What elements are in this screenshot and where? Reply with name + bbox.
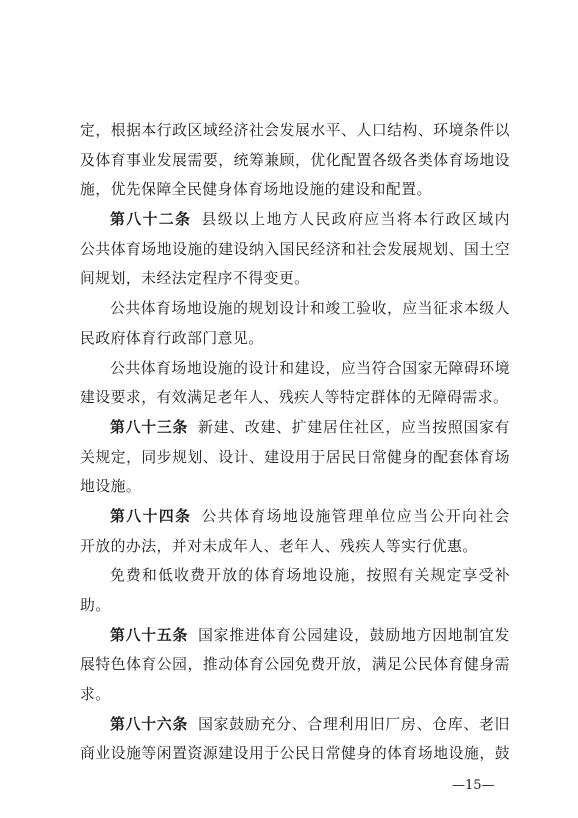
page-number: —15— (452, 778, 495, 793)
article-number: 第八十三条 (110, 418, 189, 436)
text-line: 公共体育场地设施的建设纳入国民经济和社会发展规划、国土空 (80, 240, 510, 258)
text-line: 展特色体育公园，推动体育公园免费开放，满足公民体育健身需 (80, 656, 510, 674)
text-line: 商业设施等闲置资源建设用于公民日常健身的体育场地设施，鼓 (80, 745, 510, 763)
article-number: 第八十五条 (110, 626, 189, 644)
text-line: 助。 (80, 597, 111, 614)
text-line: 公共体育场地设施的规划设计和竣工验收，应当征求本级人 (110, 300, 510, 318)
text-line: 求。 (80, 686, 111, 704)
text-span: 国家鼓励充分、合理利用旧厂房、仓库、老旧 (198, 715, 510, 733)
article-84-first-line (80, 502, 510, 532)
text-span: 公共体育场地设施管理单位应当公开向社会 (201, 507, 510, 525)
text-line: 民政府体育行政部门意见。 (80, 329, 264, 347)
text-line: 关规定，同步规划、设计、建设用于居民日常健身的配套体育场 (80, 448, 510, 466)
article-83-first-line (80, 413, 510, 443)
text-line: 免费和低收费开放的体育场地设施，按照有关规定享受补 (110, 567, 510, 585)
text-line: 建设要求，有效满足老年人、残疾人等特定群体的无障碍需求。 (80, 389, 509, 407)
text-line: 地设施。 (80, 478, 142, 496)
article-number: 第八十六条 (110, 715, 189, 733)
text-line: 间规划，未经法定程序不得变更。 (80, 270, 310, 288)
article-85-first-line (80, 621, 510, 651)
text-line: 公共体育场地设施的设计和建设，应当符合国家无障碍环境 (110, 359, 510, 377)
article-number: 第八十四条 (110, 507, 192, 525)
article-number: 第八十二条 (110, 211, 192, 229)
body-text (80, 116, 510, 769)
text-span: 国家推进体育公园建设，鼓励地方因地制宜发 (198, 626, 510, 644)
article-82-first-line (80, 205, 510, 235)
text-span: 县级以上地方人民政府应当将本行政区域内 (201, 211, 510, 229)
text-line: 开放的办法，并对未成年人、老年人、残疾人等实行优惠。 (80, 537, 478, 555)
text-line: 及体育事业发展需要，统筹兼顾，优化配置各级各类体育场地设 (80, 151, 510, 169)
text-line: 定，根据本行政区域经济社会发展水平、人口结构、环境条件以 (80, 122, 510, 139)
text-line: 施，优先保障全民健身体育场地设施的建设和配置。 (80, 181, 432, 199)
text-span: 新建、改建、扩建居住社区，应当按照国家有 (198, 418, 510, 436)
article-86-first-line (80, 710, 510, 740)
